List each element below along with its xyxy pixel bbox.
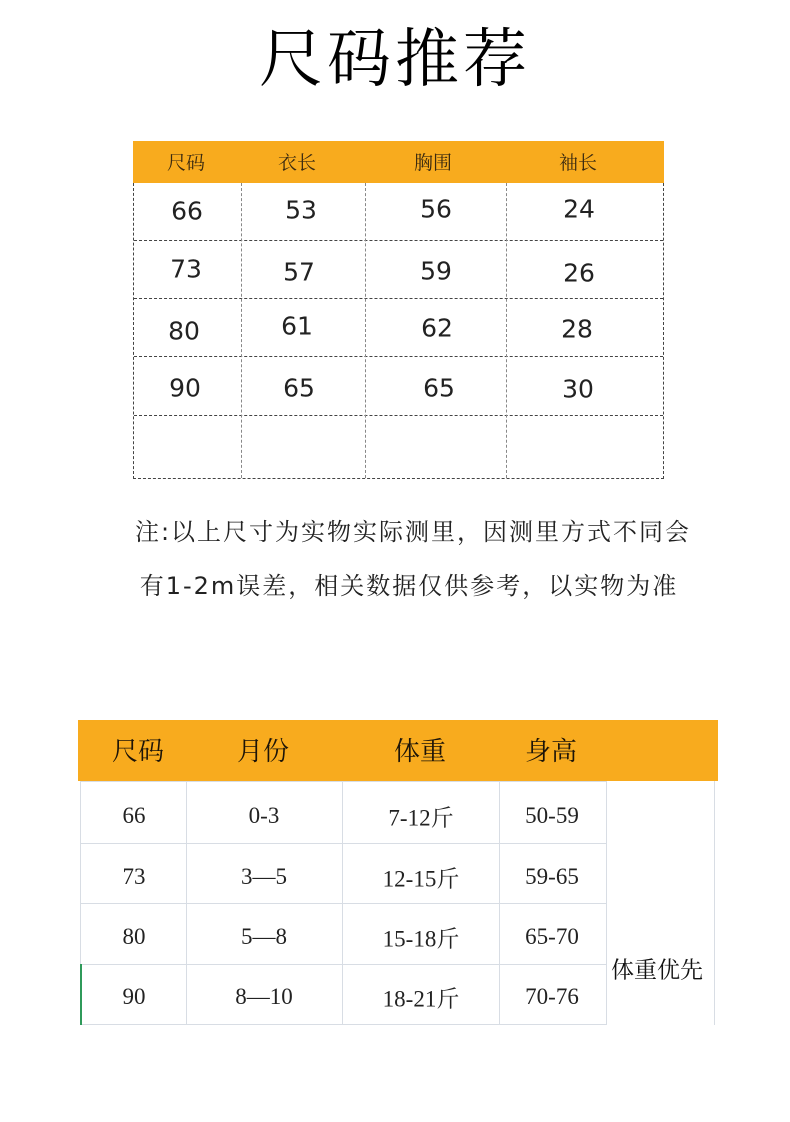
table-cell: 90 (122, 984, 146, 1009)
column-divider (342, 781, 343, 1025)
table-cell: 56 (420, 194, 452, 224)
row-divider (134, 356, 663, 357)
table-cell: 8—10 (235, 984, 293, 1009)
table-cell: 62 (421, 313, 453, 343)
table-cell: 53 (285, 195, 317, 225)
measurement-note-line-2: 有1-2m误差，相关数据仅供参考，以实物为准 (139, 572, 679, 600)
row-divider (80, 781, 607, 782)
column-divider (499, 781, 500, 1025)
header-length: 衣长 (277, 152, 317, 174)
table-cell: 80 (168, 316, 200, 346)
table-cell: 80 (122, 924, 146, 949)
table-cell: 18-21斤 (382, 986, 460, 1012)
row-divider (80, 964, 607, 965)
row-divider (80, 903, 607, 904)
table-cell: 61 (281, 311, 313, 341)
row-divider (134, 415, 663, 416)
table-cell: 3—5 (241, 864, 287, 889)
table-cell: 26 (563, 258, 595, 288)
table-cell: 73 (170, 254, 202, 284)
table-cell: 0-3 (248, 803, 280, 828)
table-cell: 5—8 (241, 924, 287, 949)
table-cell: 65-70 (525, 924, 579, 949)
garment-size-table-header (133, 141, 664, 183)
page-title: 尺码推荐 (259, 23, 531, 97)
row-divider (134, 298, 663, 299)
table-cell: 24 (563, 194, 595, 224)
table-cell: 66 (122, 803, 146, 828)
header-size: 尺码 (111, 737, 165, 767)
column-divider (506, 183, 507, 478)
measurement-note-line-1: 注:以上尺寸为实物实际测里，因测里方式不同会 (134, 518, 692, 546)
garment-size-table-body (133, 183, 664, 479)
table-cell: 50-59 (525, 803, 579, 828)
table-cell: 65 (423, 373, 455, 403)
table-cell: 59 (420, 256, 452, 286)
column-divider (606, 781, 607, 1025)
age-weight-size-table-header (78, 720, 718, 781)
header-size: 尺码 (166, 152, 206, 174)
table-cell: 59-65 (525, 864, 579, 889)
age-weight-size-table (78, 720, 718, 1025)
table-cell: 7-12斤 (388, 805, 454, 831)
age-weight-size-table-body (78, 781, 718, 1025)
header-sleeve: 袖长 (558, 152, 598, 174)
column-divider (714, 781, 715, 1025)
header-weight: 体重 (393, 737, 447, 767)
table-cell: 30 (562, 374, 594, 404)
header-height: 身高 (524, 737, 578, 767)
table-cell: 70-76 (525, 984, 579, 1009)
table-cell: 57 (283, 257, 315, 287)
table-cell: 28 (561, 314, 593, 344)
header-chest: 胸围 (413, 152, 453, 174)
column-divider (241, 183, 242, 478)
column-divider (365, 183, 366, 478)
table-cell: 73 (122, 864, 146, 889)
row-divider (134, 240, 663, 241)
row-divider (80, 843, 607, 844)
table-cell: 15-18斤 (382, 926, 460, 952)
weight-priority-note: 体重优先 (611, 957, 703, 984)
row-divider (80, 1024, 607, 1025)
header-months: 月份 (236, 737, 290, 767)
garment-size-table (133, 141, 664, 479)
table-cell: 65 (283, 373, 315, 403)
table-cell: 90 (169, 373, 201, 403)
table-cell: 66 (171, 196, 203, 226)
selection-marker (80, 964, 82, 1025)
column-divider (186, 781, 187, 1025)
table-cell: 12-15斤 (382, 866, 460, 892)
